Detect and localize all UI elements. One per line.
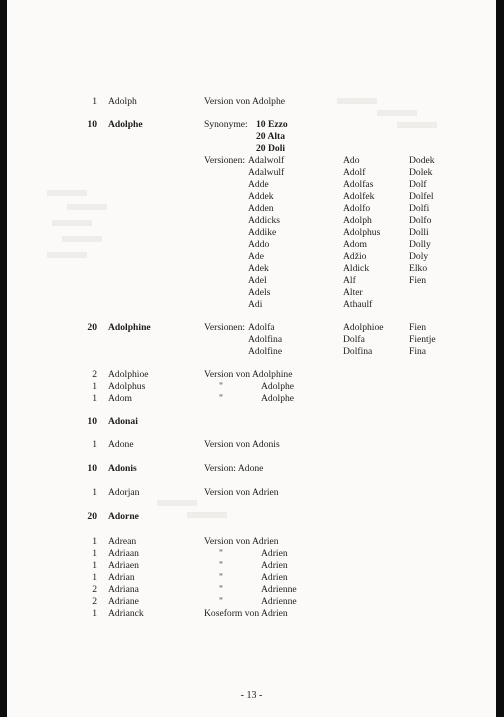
variant-col-3: Dolli: [409, 227, 429, 238]
list-row: [7, 462, 496, 475]
entry-count: 1: [92, 96, 97, 107]
variant-col-2: Adolphioe: [343, 322, 384, 333]
entry-count: 10: [87, 463, 97, 474]
entry-description: Versionen:: [204, 322, 246, 333]
entry-description: ": [219, 381, 223, 392]
variant-col-2: Adolf: [343, 167, 366, 178]
variant-col-3: Fientje: [409, 334, 436, 345]
list-row: [7, 392, 496, 405]
entry-count: 1: [92, 572, 97, 583]
variant-col-3: Dolf: [409, 179, 427, 190]
page-number: - 13 -: [240, 690, 263, 701]
variant-col-1: Adalwolf: [248, 155, 285, 166]
variant-col-1: Addek: [248, 191, 274, 202]
entry-description: Version von Adolphine: [204, 369, 293, 380]
variant-col-3: Doly: [409, 251, 429, 262]
entry-description: ": [219, 584, 223, 595]
entry-name: Adriaan: [108, 548, 139, 559]
entry-count: 20: [87, 322, 97, 333]
entry-name: Adone: [108, 439, 134, 450]
entry-name: Adrian: [108, 572, 135, 583]
variant-col-2: Adolfek: [343, 191, 375, 202]
variant-col-3: Dolfi: [409, 203, 430, 214]
variant-col-1: Addike: [248, 227, 277, 238]
entry-count: 1: [92, 393, 97, 404]
variant-col-1: Adrien: [261, 548, 288, 559]
list-row: [7, 345, 496, 358]
entry-name: Adrianck: [108, 608, 144, 619]
variant-col-1: 10 Ezzo: [256, 119, 288, 130]
variant-col-1: Adolfa: [248, 322, 275, 333]
variant-col-1: Adalwulf: [248, 167, 285, 178]
variant-col-3: Dodek: [409, 155, 435, 166]
variant-col-1: Adrienne: [261, 584, 297, 595]
variant-col-3: Dolek: [409, 167, 433, 178]
variant-col-2: Adom: [343, 239, 367, 250]
scan-edge-left: [0, 0, 7, 717]
entry-count: 1: [92, 487, 97, 498]
list-row: [7, 95, 496, 108]
entry-count: 1: [92, 536, 97, 547]
entry-description: ": [219, 393, 223, 404]
list-row: [7, 486, 496, 499]
list-row: [7, 298, 496, 311]
entry-count: 10: [87, 119, 97, 130]
entry-description: Version: Adone: [204, 463, 264, 474]
entry-name: Adorjan: [108, 487, 140, 498]
variant-col-2: Adolphus: [343, 227, 381, 238]
variant-col-2: Alf: [343, 275, 356, 286]
variant-col-2: Alter: [343, 287, 363, 298]
list-row: [7, 438, 496, 451]
variant-col-3: Dolfo: [409, 215, 432, 226]
entry-description: ": [219, 596, 223, 607]
variant-col-1: Adrien: [261, 560, 288, 571]
entry-count: 2: [92, 596, 97, 607]
list-row: [7, 607, 496, 620]
entry-description: Version von Adolphe: [204, 96, 286, 107]
entry-count: 2: [92, 369, 97, 380]
variant-col-1: Adde: [248, 179, 269, 190]
entry-description: ": [219, 560, 223, 571]
entry-name: Adrean: [108, 536, 137, 547]
variant-col-2: Athaulf: [343, 299, 373, 310]
entry-name: Adolphine: [108, 322, 151, 333]
document-page: [7, 0, 496, 717]
variant-col-1: Adolfina: [248, 334, 283, 345]
entry-description: Koseform von Adrien: [204, 608, 288, 619]
entry-count: 1: [92, 560, 97, 571]
entry-description: Versionen:: [204, 155, 246, 166]
variant-col-2: Adolfas: [343, 179, 374, 190]
entry-name: Adolphe: [108, 119, 143, 130]
variant-col-1: Ade: [248, 251, 264, 262]
list-row: [7, 415, 496, 428]
variant-col-2: Adolfo: [343, 203, 371, 214]
entry-description: ": [219, 548, 223, 559]
entry-count: 2: [92, 584, 97, 595]
variant-col-1: Adels: [248, 287, 271, 298]
variant-col-2: Dolfina: [343, 346, 373, 357]
variant-col-3: Dolly: [409, 239, 431, 250]
entry-count: 20: [87, 511, 97, 522]
variant-col-1: Adrien: [261, 572, 288, 583]
entry-name: Adonis: [108, 463, 137, 474]
variant-col-1: Addo: [248, 239, 270, 250]
variant-col-2: Ado: [343, 155, 360, 166]
entry-name: Adriaen: [108, 560, 139, 571]
entry-name: Adriana: [108, 584, 139, 595]
bleed-through-mark: [157, 500, 197, 506]
variant-col-3: Dolfel: [409, 191, 434, 202]
entry-description: Synonyme:: [204, 119, 248, 130]
list-row: [7, 510, 496, 523]
entry-name: Adom: [108, 393, 132, 404]
scan-edge-right: [496, 0, 504, 717]
variant-col-1: Adolphe: [261, 393, 295, 404]
entry-name: Adolphioe: [108, 369, 149, 380]
variant-col-1: Adel: [248, 275, 267, 286]
entry-description: ": [219, 572, 223, 583]
entry-count: 1: [92, 608, 97, 619]
variant-col-1: 20 Doli: [256, 143, 286, 154]
entry-name: Adorne: [108, 511, 139, 522]
entry-name: Adonai: [108, 416, 138, 427]
variant-col-3: Fina: [409, 346, 427, 357]
bleed-through-mark: [377, 110, 417, 116]
variant-col-1: Adrienne: [261, 596, 297, 607]
variant-col-1: Adi: [248, 299, 263, 310]
variant-col-2: Aldick: [343, 263, 370, 274]
variant-col-1: Adek: [248, 263, 269, 274]
entry-count: 1: [92, 439, 97, 450]
variant-col-2: Dolfa: [343, 334, 365, 345]
entry-count: 1: [92, 548, 97, 559]
variant-col-1: Addicks: [248, 215, 280, 226]
variant-col-2: Adžio: [343, 251, 367, 262]
variant-col-2: Adolph: [343, 215, 372, 226]
entry-description: Version von Adrien: [204, 536, 279, 547]
variant-col-1: Adolphe: [261, 381, 295, 392]
variant-col-1: Adden: [248, 203, 274, 214]
entry-name: Adolph: [108, 96, 137, 107]
entry-description: Version von Adrien: [204, 487, 279, 498]
variant-col-1: Adolfine: [248, 346, 283, 357]
variant-col-3: Fien: [409, 275, 427, 286]
variant-col-3: Fien: [409, 322, 427, 333]
entry-name: Adriane: [108, 596, 139, 607]
entry-count: 10: [87, 416, 97, 427]
entry-count: 1: [92, 381, 97, 392]
entry-name: Adolphus: [108, 381, 146, 392]
variant-col-1: 20 Alta: [256, 131, 286, 142]
variant-col-3: Elko: [409, 263, 428, 274]
entry-description: Version von Adonis: [204, 439, 280, 450]
